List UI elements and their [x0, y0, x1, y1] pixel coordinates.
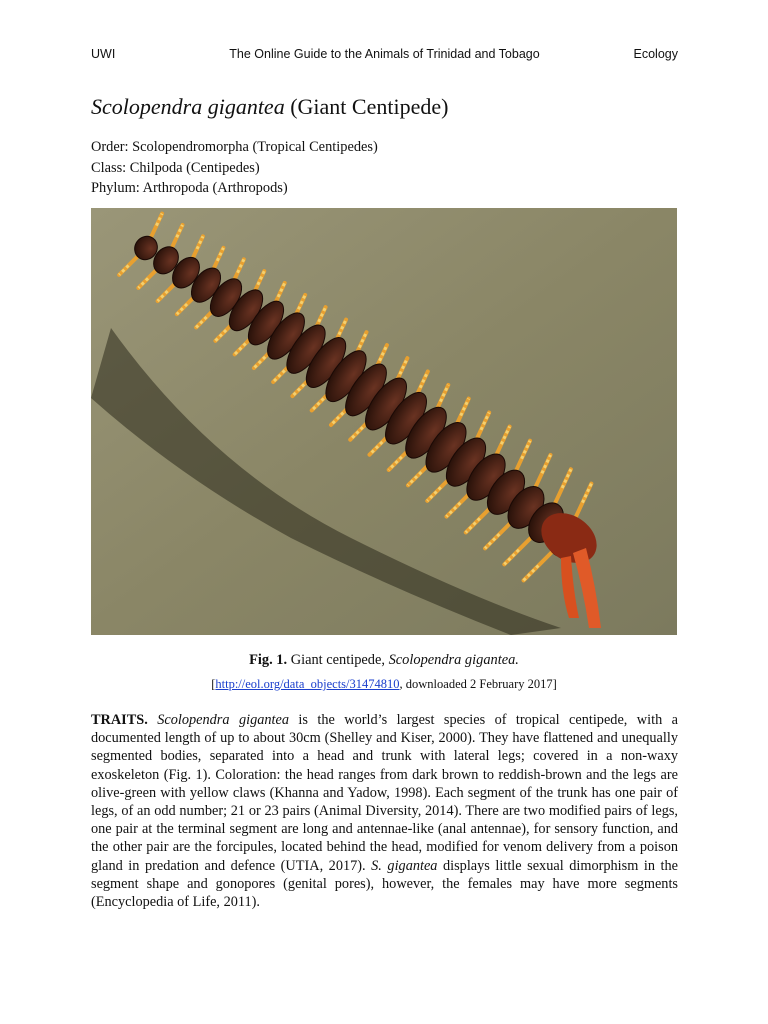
figure-label: Fig. 1.: [249, 652, 288, 668]
traits-species-name: Scolopendra gigantea: [157, 712, 289, 728]
figure-caption: [91, 652, 677, 669]
source-link[interactable]: http://eol.org/data_objects/31474810: [215, 677, 400, 691]
figure-caption-species: Scolopendra gigantea.: [388, 652, 519, 668]
figure-source: [91, 677, 677, 692]
centipede-illustration: [91, 208, 677, 635]
traits-text-part-2: displays little sexual dimorphism in the segment shape and gonopores (genital pores), however, the females may have more segments (Encyclopedia of Life, 2011).: [91, 857, 678, 911]
title-scientific-name: Scolopendra gigantea: [91, 94, 285, 119]
taxonomy-order: Order: Scolopendromorpha (Tropical Centipedes): [91, 139, 378, 155]
traits-heading: TRAITS.: [91, 712, 148, 728]
figure-caption-text: Giant centipede,: [287, 652, 389, 668]
source-open-bracket: [: [211, 677, 216, 691]
source-download-date: , downloaded 2 February 2017]: [399, 677, 557, 691]
title-common-name: (Giant Centipede): [284, 94, 449, 119]
header-institution: UWI: [91, 47, 116, 61]
taxonomy-class: Class: Chilpoda (Centipedes): [91, 159, 260, 176]
taxonomy-block: [91, 137, 378, 199]
page-header: [91, 47, 678, 65]
traits-species-abbrev: S. gigantea: [371, 857, 438, 874]
traits-text-part-1: is the world’s largest species of tropical centipede, with a documented length of up to about 30cm (Shelley and Kiser, 2000). They have flattened and unequally segmented bodies, separated into a head and trunk with lateral legs; covered in a non-waxy exoskeleton (Fig. 1). Coloration: the head ranges from dark brown to reddish-brown and the legs are olive-green with yellow claws (Khanna and Yadow, 1998). Each segment of the trunk has one pair of legs, of an odd number; 21 or 23 pairs (Animal Diversity, 2014). There are two modified pairs of legs, one pair at the terminal segment are long and antennae-like (anal antennae), for sensory function, and the other pair are the forcipules, located behind the head, modified for venom delivery from a poison gland in predation and defence (UTIA, 2017).: [91, 712, 678, 874]
taxonomy-phylum: Phylum: Arthropoda (Arthropods): [91, 180, 288, 197]
traits-paragraph: [91, 711, 678, 911]
header-section: Ecology: [633, 47, 678, 61]
page-title: [91, 94, 448, 120]
centipede-photo: [91, 208, 677, 635]
header-guide-title: The Online Guide to the Animals of Trinidad and Tobago: [229, 47, 540, 61]
